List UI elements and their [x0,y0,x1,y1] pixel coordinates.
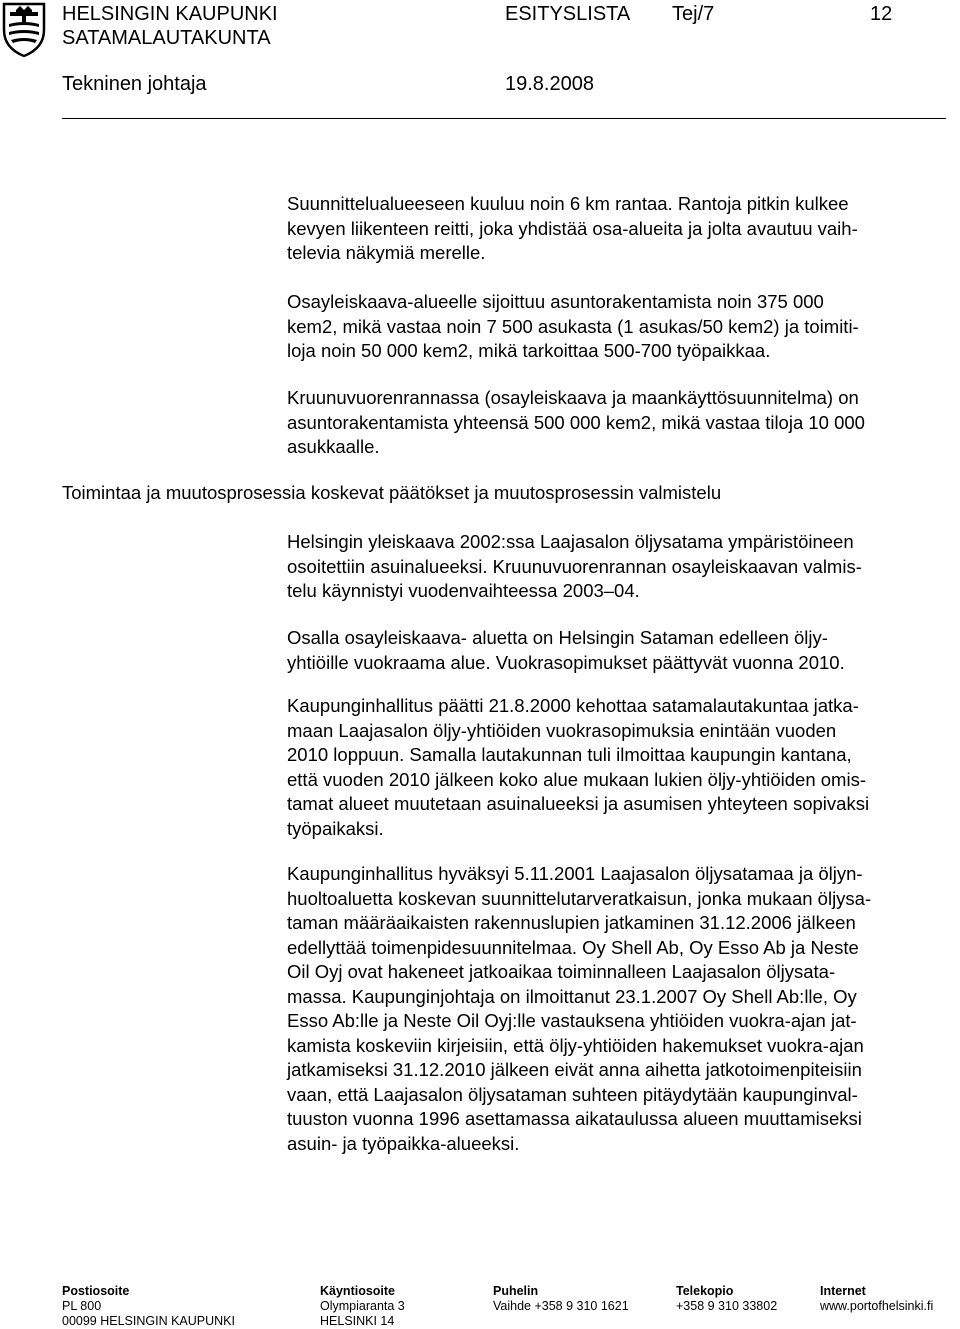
text-line: tuuston vuonna 1996 asettamassa aikataulussa alueen muuttamiseksi [287,1108,862,1129]
text-line: kamista koskeviin kirjeisiin, että öljy-yhtiöiden hakemukset vuokra-ajan [287,1034,864,1056]
meeting-date: 19.8.2008 [505,73,594,95]
agenda-item: Tej/7 [672,3,715,25]
text-line: työpaikaksi. [287,817,384,839]
paragraph-housing [287,290,947,364]
text-line: maan Laajasalon öljy-yhtiöiden vuokrasopimuksia enintään vuoden [287,719,837,741]
footer-value: +358 9 310 33802 [676,1299,778,1313]
text-line: yhtiöille vuokraama alue. Vuokrasopimukset päättyvät vuonna 2010. [287,651,845,673]
text-line: Osayleiskaava-alueelle sijoittuu asuntorakentamista noin 375 000 [287,291,824,312]
text-line: Esso Ab:lle ja Neste Oil Oyj:lle vastauksena yhtiöiden vuokra-ajan jat- [287,1010,857,1031]
text-line: telu käynnistyi vuodenvaihteessa 2003–04. [287,580,640,601]
paragraph-leases [287,626,947,675]
text-line: osoitettiin asuinalueeksi. Kruunuvuorenrannan osayleiskaavan valmis- [287,555,862,577]
text-line: huoltoaluetta koskevan suunnittelutarveratkaisun, jonka mukaan öljysa- [287,887,872,909]
helsinki-crest-logo [0,0,48,58]
text-line: kem2, mikä vastaa noin 7 500 asukasta (1 asukas/50 kem2) ja toimiti- [287,315,859,337]
paragraph-shoreline [287,192,947,266]
text-line: massa. Kaupunginjohtaja on ilmoittanut 23.1.2007 Oy Shell Ab:lle, Oy [287,985,857,1007]
text-line: Osalla osayleiskaava- aluetta on Helsingin Sataman edelleen öljy- [287,627,828,648]
presenter: Tekninen johtaja [62,73,207,95]
document-type: ESITYSLISTA [505,3,631,25]
text-line: Helsingin yleiskaava 2002:ssa Laajasalon öljysatama ympäristöineen [287,531,854,552]
footer-label: Postiosoite [62,1284,130,1298]
board-name: SATAMALAUTAKUNTA [62,27,271,49]
text-line: edellyttää toimenpidesuunnitelmaa. Oy Shell Ab, Oy Esso Ab ja Neste [287,936,859,958]
page-number: 12 [870,3,893,25]
footer-postal-address [62,1284,235,1329]
paragraph-kruunuvuorenranta [287,386,947,460]
text-line: tamat alueet muutetaan asuinalueeksi ja asumisen yhteyteen sopivaksi [287,793,870,814]
text-line: taman määräaikaisten rakennuslupien jatkaminen 31.12.2006 jälkeen [287,912,856,933]
footer-website-link[interactable]: www.portofhelsinki.fi [820,1299,934,1313]
footer-value: Olympiaranta 3 [320,1299,405,1313]
footer-internet [820,1284,933,1314]
paragraph-masterplan [287,530,947,604]
text-line: kevyen liikenteen reitti, joka yhdistää osa-alueita ja jolta avautuu vaih- [287,217,858,239]
text-line: Kaupunginhallitus päätti 21.8.2000 kehottaa satamalautakuntaa jatka- [287,695,859,716]
text-line: että vuoden 2010 jälkeen koko alue mukaan lukien öljy-yhtiöiden omis- [287,768,866,790]
footer-fax [676,1284,777,1314]
text-line: 2010 loppuun. Samalla lautakunnan tuli ilmoittaa kaupungin kantana, [287,744,852,765]
text-line: televia näkymiä merelle. [287,242,486,263]
paragraph-decision-2000 [287,694,947,841]
org-name: HELSINGIN KAUPUNKI [62,3,278,25]
footer-visiting-address [320,1284,405,1329]
footer-label: Puhelin [493,1284,539,1298]
footer-value: 00099 HELSINGIN KAUPUNKI [62,1314,235,1328]
header-divider [62,118,946,119]
footer-phone [493,1284,629,1314]
footer-value: HELSINKI 14 [320,1314,395,1328]
text-line: Kaupunginhallitus hyväksyi 5.11.2001 Laajasalon öljysatamaa ja öljyn- [287,863,863,884]
text-line: Kruunuvuorenrannassa (osayleiskaava ja maankäyttösuunnitelma) on [287,387,859,408]
text-line: vaan, että Laajasalon öljysataman suhteen pitäydytään kaupunginval- [287,1083,858,1105]
text-line: Oil Oyj ovat hakeneet jatkoaikaa toiminnalleen Laajasalon öljysata- [287,961,836,982]
footer-value: PL 800 [62,1299,102,1313]
paragraph-decision-2001 [287,862,947,1156]
text-line: jatkamiseksi 31.12.2010 jälkeen eivät anna aihetta jatkotoimenpiteisiin [287,1059,862,1080]
text-line: asukkaalle. [287,436,380,457]
text-line: asuin- ja työpaikka-alueeksi. [287,1132,520,1154]
text-line: Suunnittelualueeseen kuuluu noin 6 km rantaa. Rantoja pitkin kulkee [287,193,849,214]
footer-value: Vaihde +358 9 310 1621 [493,1299,629,1313]
text-line: loja noin 50 000 kem2, mikä tarkoittaa 500-700 työpaikkaa. [287,340,771,361]
footer-label: Internet [820,1284,866,1298]
footer-label: Telekopio [676,1284,734,1298]
section-heading: Toimintaa ja muutosprosessia koskevat päätökset ja muutosprosessin valmistelu [62,482,722,503]
footer-label: Käyntiosoite [320,1284,396,1298]
text-line: asuntorakentamista yhteensä 500 000 kem2, mikä vastaa tiloja 10 000 [287,411,865,433]
